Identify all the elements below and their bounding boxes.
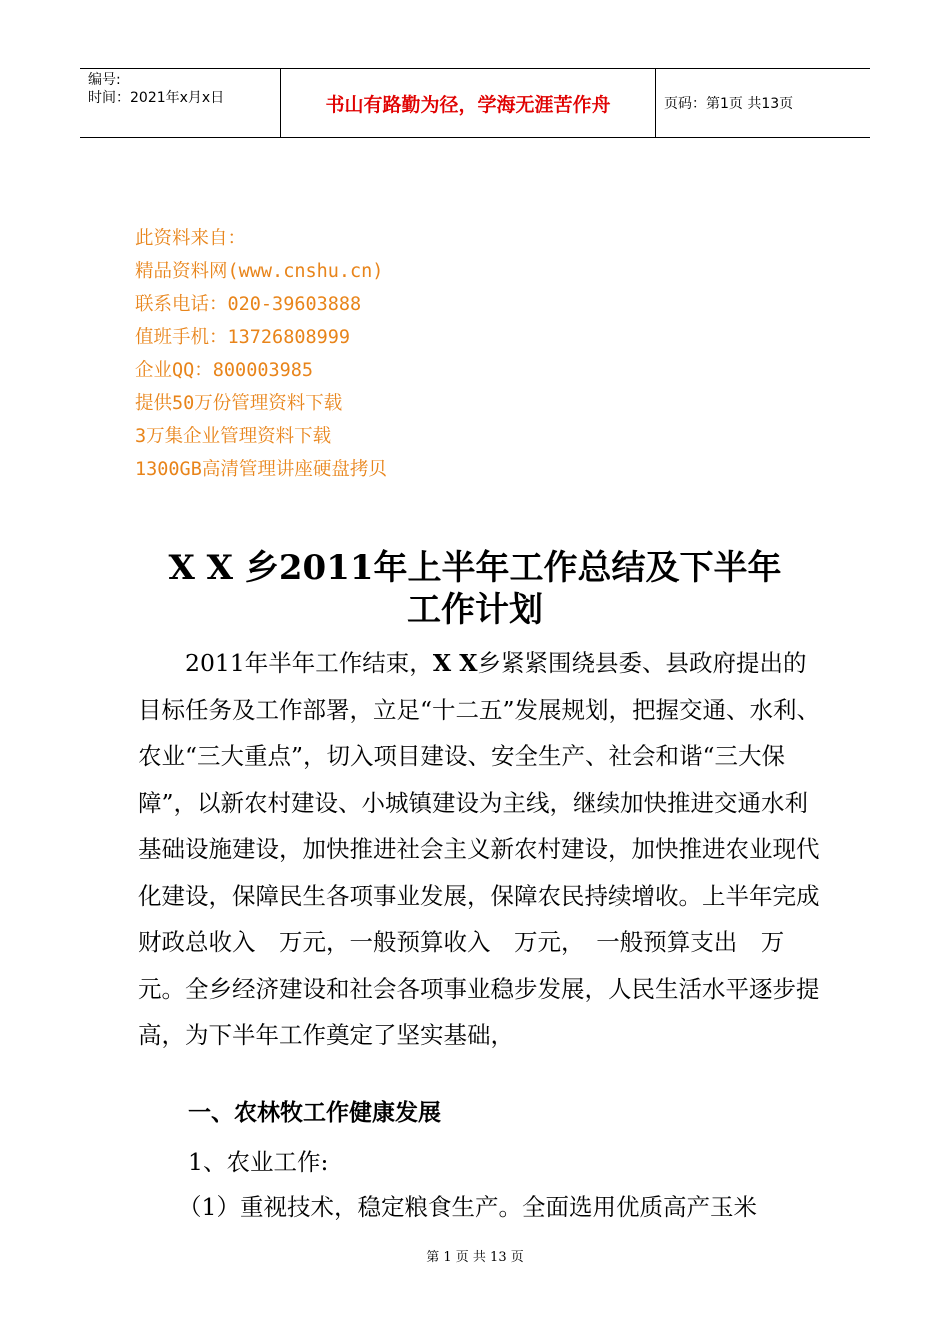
village-name: X X — [432, 649, 478, 677]
ad-line: 3万集企业管理资料下载 — [135, 426, 332, 447]
ad-line: 1300GB高清管理讲座硬盘拷贝 — [135, 459, 387, 480]
body-paragraph — [138, 640, 828, 1059]
page-footer: 第 1 页 共 13 页 — [426, 1250, 524, 1265]
paragraph-1-start: 2011年半年工作结束， — [185, 649, 433, 677]
date-label: 时间：2021年x月x日 — [88, 90, 225, 106]
header-table — [80, 68, 870, 138]
ad-block — [135, 222, 387, 486]
header-motto: 书山有路勤为径，学海无涯苦作舟 — [281, 69, 656, 137]
subsection-heading: 1、农业工作: — [188, 1148, 329, 1176]
ad-line: 联系电话：020-39603888 — [135, 294, 362, 315]
ad-line: 值班手机：13726808999 — [135, 327, 351, 348]
document-title: X X 乡2011年上半年工作总结及下半年 — [168, 548, 782, 588]
header-page-code: 页码：第1页 共13页 — [664, 96, 794, 112]
ad-line: 企业QQ：800003985 — [135, 360, 314, 381]
list-item: （1）重视技术，稳定粮食生产。全面选用优质高产玉米 — [178, 1193, 757, 1221]
ad-line: 精品资料网(www.cnshu.cn) — [135, 261, 384, 282]
ad-line: 此资料来自： — [135, 228, 247, 249]
header-meta — [80, 69, 281, 137]
ad-line: 提供50万份管理资料下载 — [135, 393, 343, 414]
section-heading: 一、农林牧工作健康发展 — [188, 1100, 441, 1126]
paragraph-1-rest: 乡紧紧围绕县委、县政府提出的目标任务及工作部署，立足“十二五”发展规划，把握交通、水利、农业“三大重点”，切入项目建设、安全生产、社会和谐“三大保障”，以新农村建设、小城镇建设为主线，继续加快推进交通水利基础设施建设，加快推进社会主义新农村建设，加快推进农业现代化建设，保障民生各项事业发展，保障农民持续增收。上半年完成财政总收入 万元，一般预算收入 万元， 一般预算支出 万元。全乡经济建设和社会各项事业稳步发展，人民生活水平逐步提高，为下半年工作奠定了坚实基础， — [138, 649, 821, 1049]
number-label: 编号: — [88, 72, 121, 88]
document-title-line2: 工作计划 — [407, 590, 543, 630]
paragraph-1 — [138, 640, 828, 1059]
